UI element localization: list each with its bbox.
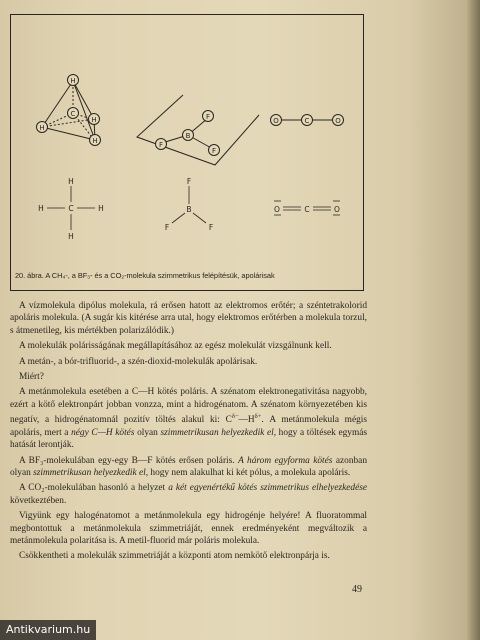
ch4-formula-h-top: H — [68, 177, 74, 186]
paragraph: A vízmolekula dipólus molekula, rá erősen hatott az elektromos erőtér; a széntetrakolorid apoláris molekula. (A sugár kis kitérése arra utal, hogy elektromos erőtérben a molekula torzul, s átmenetileg, kis mértékben polarizálódik.) — [10, 301, 367, 336]
bf3-formula-f-right: F — [208, 223, 214, 232]
ch4-atom-h-right: H — [91, 116, 97, 124]
bf3-atom-f-top: F — [205, 113, 211, 121]
ch4-atom-h-front: H — [92, 137, 98, 145]
text-span: , hogy nem alakulhat ki két pólus, a molekula apoláris. — [145, 467, 351, 478]
paragraph — [10, 482, 367, 507]
body-text — [10, 300, 367, 566]
emphasis: A három egyforma kötés — [238, 455, 333, 466]
emphasis: szimmetrikusan helyezkedik el — [160, 427, 274, 438]
watermark-label: Antikvarium.hu — [0, 620, 96, 640]
ch4-atom-h-left: H — [39, 124, 45, 132]
partial-charge-positive: δ+ — [254, 413, 262, 421]
partial-charge-negative: δ− — [231, 413, 239, 421]
bf3-atom-b: B — [185, 132, 191, 140]
paragraph — [10, 455, 367, 480]
emphasis: négy C—H kötés — [71, 427, 135, 438]
ch4-formula-c: C — [68, 204, 74, 213]
emphasis: szimmetrikusan helyezkedik el — [33, 467, 146, 478]
co2-atom-o-left: O — [273, 117, 279, 125]
text-span: . A metánmolekula mégis apoláris, mert a — [10, 415, 367, 438]
ch4-formula-h-bottom: H — [68, 232, 74, 241]
bf3-atom-f-right: F — [211, 147, 217, 155]
paragraph: A molekulák polárisságának megállapításához az egész molekulát vizsgálnunk kell. — [19, 341, 332, 352]
ch4-formula-h-left: H — [38, 204, 44, 213]
text-span: —H — [238, 415, 255, 426]
text-span: A BF₃-molekulában egy-egy B—F kötés erősen poláris. — [19, 455, 239, 466]
text-span: azonban olyan — [10, 455, 367, 478]
bf3-formula-b: B — [186, 205, 192, 214]
text-span: A metánmolekula esetében a C—H kötés poláris. A szénatom elektronegativitása nagyobb, ezért a kötő elektronpárt jobban vonzza, mint a hidrogénatom. A szénatom környezetében kis negatív, a hidrogénatomnál pozitív töltés alakul ki: C — [10, 387, 367, 426]
bf3-formula-f-top: F — [186, 177, 192, 186]
text-span: A CO₂-molekulában hasonló a helyzet — [19, 483, 169, 494]
figure-caption: 20. ábra. A CH₄-, a BF₃- és a CO₂-molekula szimmetrikus felépítésük, apolárisak — [15, 271, 275, 280]
paragraph: Csökkentheti a molekulák szimmetriáját a központi atom nemkötő elektronpárja is. — [19, 551, 330, 562]
paragraph: Miért? — [19, 372, 44, 383]
paragraph — [10, 386, 367, 451]
paragraph: Vigyünk egy halogénatomot a metánmolekula egy hidrogénje helyére! A fluoratommal megbontottuk a metánmolekula szimmetriáját, ennek eredményeként megváltozik a metánmolekula polaritása is. A metil-fluorid már poláris molekula. — [10, 511, 367, 547]
emphasis: a két egyenértékű kötés szimmetrikus elhelyezkedése — [168, 483, 368, 494]
page-number: 49 — [352, 584, 362, 595]
bf3-formula-f-left: F — [164, 223, 170, 232]
paragraph: A metán-, a bór-trifluorid-, a szén-dioxid-molekulák apolárisak. — [19, 356, 258, 367]
page-edge-shadow — [466, 0, 480, 640]
co2-formula-c: C — [304, 205, 310, 214]
text-span: , hogy a töltések egymás hatását lerontják. — [10, 427, 368, 451]
co2-formula-o-left: O — [274, 205, 280, 214]
co2-atom-c: C — [304, 117, 310, 125]
co2-formula-o-right: O — [334, 205, 340, 214]
molecule-figure — [11, 15, 363, 267]
figure-frame — [10, 14, 364, 291]
bf3-3d-model — [137, 95, 259, 165]
text-span: következtében. — [10, 495, 67, 506]
ch4-3d-model — [37, 75, 101, 146]
ch4-atom-h-top: H — [70, 77, 76, 85]
ch4-formula-h-right: H — [98, 204, 104, 213]
co2-atom-o-right: O — [335, 117, 341, 125]
bf3-atom-f-left: F — [158, 141, 164, 149]
ch4-atom-c: C — [70, 110, 76, 118]
text-span: olyan — [134, 427, 161, 438]
